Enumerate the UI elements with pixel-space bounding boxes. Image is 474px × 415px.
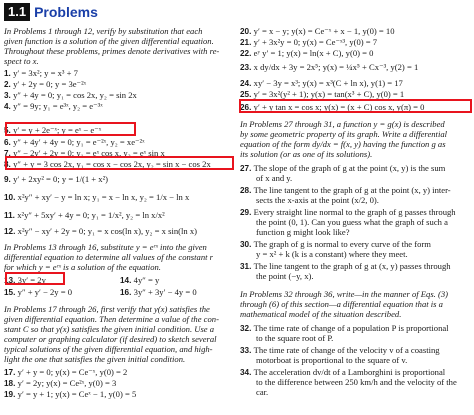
- problem-number: 3.: [4, 91, 14, 100]
- problem-text-line: [256, 355, 407, 365]
- problem-text: of x and y.: [256, 173, 293, 183]
- problem-text: 3y″ + 3y′ − 4y = 0: [133, 287, 197, 297]
- problem-item: [4, 226, 197, 237]
- problem-number: 8.: [4, 160, 14, 169]
- problem-text: In Problems 13 through 16, substitute y = eʳˣ into the given: [4, 242, 207, 252]
- problem-number: 4.: [4, 102, 14, 111]
- problem-number: 34.: [240, 368, 254, 377]
- problem-text: x²y″ − xy′ + 2y = 0; y₁ = x cos(ln x), y₂ = x sin(ln x): [17, 226, 198, 236]
- problem-item: [4, 90, 137, 101]
- problem-number: 16.: [120, 288, 134, 297]
- problem-item: [4, 287, 72, 298]
- problem-number: 20.: [240, 27, 254, 36]
- problem-text: y′ + y tan x = cos x; y(x) = (x + C) cos x, y(π) = 0: [253, 102, 425, 112]
- problem-text-line: [256, 387, 268, 397]
- problem-text-line: [4, 314, 219, 324]
- problem-number: 29.: [240, 208, 254, 217]
- problem-text: y″ + 4y′ + 4y = 0; y₁ = e⁻²ˣ, y₂ = xe⁻²ˣ: [13, 137, 145, 147]
- problem-text: light the one that satisfies the given initial condition.: [4, 354, 186, 364]
- problem-text: differential equation to determine all values of the constant r: [4, 252, 214, 262]
- problem-item: [4, 275, 46, 286]
- problem-number: 9.: [4, 175, 14, 184]
- problem-item: [4, 378, 116, 389]
- problem-item: [240, 89, 404, 100]
- problem-text-line: [4, 344, 213, 354]
- problem-text: to the square root of P.: [256, 333, 334, 343]
- problem-number: 5.: [4, 126, 14, 135]
- problem-number: 21.: [240, 38, 254, 47]
- problem-text: y′ = 3x²; y = x³ + 7: [13, 68, 78, 78]
- problem-number: 17.: [4, 368, 18, 377]
- problem-text: the point (−y, x).: [256, 271, 314, 281]
- problem-text-line: [4, 334, 217, 344]
- problem-text: y′ = y + 2e⁻ˣ; y = eˣ − e⁻ˣ: [13, 125, 102, 135]
- problem-text: stant C so that y(x) satisfies the given initial condition. Use a: [4, 324, 215, 334]
- problem-number: 32.: [240, 324, 254, 333]
- problem-number: 33.: [240, 346, 254, 355]
- problem-item: [4, 389, 136, 400]
- problem-text-line: [256, 333, 333, 343]
- problem-text: y′ = 3x²(y² + 1); y(x) = tan(x³ + C), y(0) = 1: [253, 89, 405, 99]
- problem-item: [240, 48, 373, 59]
- problem-number: 23.: [240, 63, 254, 72]
- problem-text: In Problems 17 through 26, first verify that y(x) satisfies the: [4, 304, 210, 314]
- problem-number: 19.: [4, 390, 18, 399]
- problem-item: [4, 210, 165, 221]
- problem-text-line: [4, 262, 161, 272]
- problem-text: y′ + y = 0; y(x) = Ce⁻ˣ, y(0) = 2: [17, 367, 128, 377]
- problem-number: 31.: [240, 262, 254, 271]
- problem-text-line: [4, 304, 210, 314]
- problem-item: [4, 192, 189, 203]
- problem-text: The graph of g is normal to every curve of the form: [253, 239, 431, 249]
- problem-item: [240, 102, 424, 113]
- problem-text: for which y = eʳˣ is a solution of the equation.: [4, 262, 161, 272]
- problem-text-line: [4, 26, 202, 36]
- problem-number: 7.: [4, 149, 14, 158]
- problem-text: x²y″ + 5xy′ + 4y = 0; y₁ = 1/x², y₂ = ln x/x²: [17, 210, 165, 220]
- problem-text: motorboat is proportional to the square of v.: [256, 355, 408, 365]
- problem-number: 1.: [4, 69, 14, 78]
- problem-text-line: [4, 252, 213, 262]
- problem-text: y′ + 2xy² = 0; y = 1/(1 + x²): [13, 174, 109, 184]
- problem-text-line: [240, 119, 445, 129]
- section-number: 1.1: [4, 3, 30, 21]
- problem-item: [240, 62, 418, 73]
- problem-text-line: [240, 149, 372, 159]
- problem-text: The time rate of change of a population P is proportional: [253, 323, 449, 333]
- problem-text-line: [256, 271, 314, 281]
- problem-text: In Problems 32 through 36, write—in the manner of Eqs. (3): [240, 289, 448, 299]
- problem-text: through (6) of this section—a differential equation that is a: [240, 299, 443, 309]
- problem-text: function g might look like?: [256, 227, 350, 237]
- problem-item: [240, 26, 395, 37]
- problem-number: 28.: [240, 186, 254, 195]
- problem-text-line: [256, 217, 448, 227]
- problem-number: 24.: [240, 79, 254, 88]
- problem-number: 12.: [4, 227, 18, 236]
- problem-item: [4, 367, 127, 378]
- problem-text: mathematical model of the situation described.: [240, 309, 402, 319]
- problem-number: 15.: [4, 288, 18, 297]
- problem-item: [4, 125, 101, 136]
- problem-text: y′ = x − y; y(x) = Ce⁻ˣ + x − 1, y(0) = 10: [253, 26, 395, 36]
- problem-text-line: [240, 129, 447, 139]
- problem-text: by some geometric property of its graph. Write a differential: [240, 129, 448, 139]
- problem-text-line: [4, 324, 214, 334]
- problem-text-line: [4, 354, 185, 364]
- problem-text: Every straight line normal to the graph of g passes through: [253, 207, 456, 217]
- problem-number: 18.: [4, 379, 18, 388]
- problem-number: 26.: [240, 103, 254, 112]
- problem-item: [4, 79, 86, 90]
- problem-text: xy′ − 3y = x³; y(x) = x³(C + ln x), y(1) = 17: [253, 78, 403, 88]
- problem-item: [4, 148, 165, 159]
- problem-number: 25.: [240, 90, 254, 99]
- problem-text: 4y″ = y: [133, 275, 160, 285]
- problem-text: y′ + 3x²y = 0; y(x) = Ce⁻ˣ³, y(0) = 7: [253, 37, 378, 47]
- problem-number: 11.: [4, 211, 18, 220]
- section-header: [4, 3, 98, 21]
- problem-text-line: [256, 227, 350, 237]
- problem-text-line: [4, 36, 214, 46]
- problem-text: sects the x-axis at the point (x/2, 0).: [256, 195, 379, 205]
- problem-text-line: [240, 289, 448, 299]
- problem-text-line: [4, 46, 219, 56]
- problem-text: y′ + 2y = 0; y = 3e⁻²ˣ: [13, 79, 87, 89]
- problem-text-line: [4, 56, 39, 66]
- problem-text: Throughout these problems, primes denote derivatives with re-: [4, 46, 220, 56]
- problem-number: 22.: [240, 49, 254, 58]
- problem-text: equation of the form dy/dx = f(x, y) having the function g as: [240, 139, 446, 149]
- problem-item: [240, 78, 403, 89]
- problem-text: y″ = 9y; y₁ = e³ˣ, y₂ = e⁻³ˣ: [13, 101, 103, 111]
- problem-text: The time rate of change of the velocity v of a coasting: [253, 345, 440, 355]
- problem-text: y″ − 2y′ + 2y = 0; y₁ = eˣ cos x, y₂ = eˣ sin x: [13, 148, 165, 158]
- problem-item: [4, 68, 78, 79]
- problem-item: [4, 174, 108, 185]
- problem-item: [4, 137, 145, 148]
- problem-item: [4, 159, 211, 170]
- problem-text: computer or graphing calculator (if desired) to sketch several: [4, 334, 217, 344]
- problem-text: y″ + 4y = 0; y₁ = cos 2x, y₂ = sin 2x: [13, 90, 137, 100]
- problem-text-line: [240, 299, 443, 309]
- problem-text-line: [256, 249, 408, 259]
- problem-number: 10.: [4, 193, 18, 202]
- problem-text: The slope of the graph of g at the point (x, y) is the sum: [253, 163, 446, 173]
- problem-item: [4, 101, 103, 112]
- problem-text: spect to x.: [4, 56, 39, 66]
- problem-text: The acceleration dv/dt of a Lamborghini is proportional: [253, 367, 446, 377]
- problem-text: y″ + y′ − 2y = 0: [17, 287, 73, 297]
- problem-number: 6.: [4, 138, 14, 147]
- problem-number: 27.: [240, 164, 254, 173]
- problem-text-line: [256, 173, 292, 183]
- problem-text-line: [256, 377, 457, 387]
- problem-text-line: [240, 139, 446, 149]
- problem-text: eʸ y′ = 1; y(x) = ln(x + C), y(0) = 0: [253, 48, 374, 58]
- problem-item: [240, 37, 377, 48]
- problem-text: 3y′ = 2y: [17, 275, 46, 285]
- problem-text: its solution (or as one of its solutions).: [240, 149, 373, 159]
- problem-text: y′ = y + 1; y(x) = Ceˣ − 1, y(0) = 5: [17, 389, 137, 399]
- problem-number: 13.: [4, 276, 18, 285]
- problem-text: In Problems 27 through 31, a function y = g(x) is described: [240, 119, 445, 129]
- problem-text: y″ + y = 3 cos 2x, y₁ = cos x − cos 2x, y₂ = sin x − cos 2x: [13, 159, 211, 169]
- problem-text: to the difference between 250 km/h and the velocity of the: [256, 377, 457, 387]
- problem-number: 30.: [240, 240, 254, 249]
- problem-text: The line tangent to the graph of g at (x, y) passes through: [253, 261, 451, 271]
- problem-text: given function is a solution of the given differential equation.: [4, 36, 214, 46]
- problem-text-line: [4, 242, 207, 252]
- problem-text: x²y″ + xy′ − y = ln x; y₁ = x − ln x, y₂ = 1/x − ln x: [17, 192, 190, 202]
- problem-text: the point (0, 1). Can you guess what the graph of such a: [256, 217, 448, 227]
- problem-text: In Problems 1 through 12, verify by substitution that each: [4, 26, 203, 36]
- problem-text: y′ = 2y; y(x) = Ce²ˣ, y(0) = 3: [17, 378, 117, 388]
- problem-text: y = x² + k (k is a constant) where they meet.: [256, 249, 408, 259]
- problem-number: 14.: [120, 276, 134, 285]
- section-title: Problems: [34, 4, 98, 20]
- problem-text: car.: [256, 387, 269, 397]
- problem-text-line: [240, 309, 401, 319]
- problem-text: The line tangent to the graph of g at the point (x, y) inter-: [253, 185, 451, 195]
- problem-item: [120, 287, 197, 298]
- problem-text: typical solutions of the given differential equation, and high-: [4, 344, 213, 354]
- problem-number: 2.: [4, 80, 14, 89]
- problem-text: given differential equation. Then determine a value of the con-: [4, 314, 219, 324]
- problem-text: x dy/dx + 3y = 2x⁵; y(x) = ¼x⁵ + Cx⁻³, y(2) = 1: [253, 62, 419, 72]
- problem-text-line: [256, 195, 379, 205]
- problem-item: [120, 275, 159, 286]
